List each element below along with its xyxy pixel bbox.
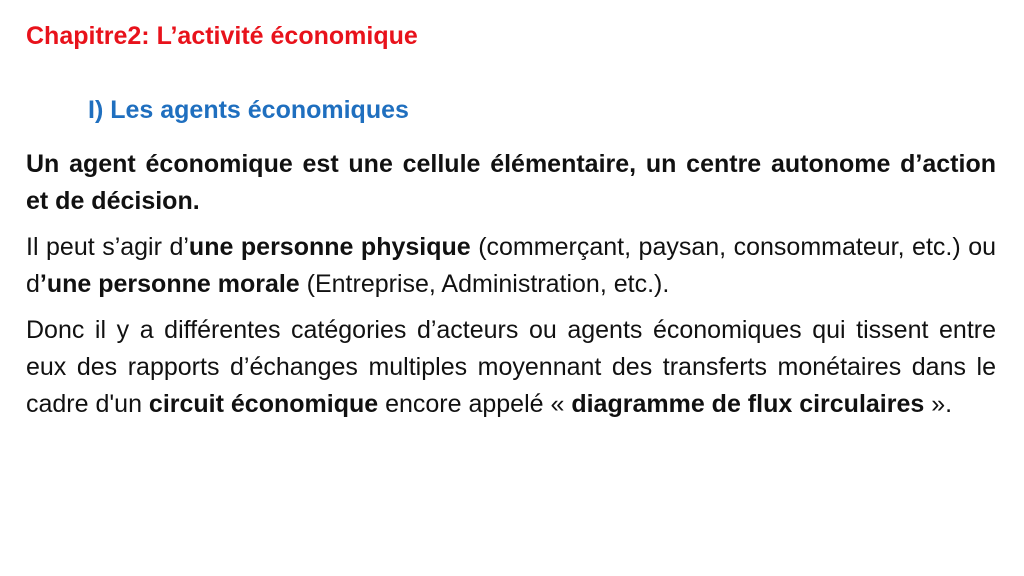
agent-types-text-3: (Entreprise, Administration, etc.). (299, 270, 670, 298)
circuit-text-2: encore appelé « (378, 390, 572, 418)
circular-flow-diagram-term: diagramme de flux circulaires (571, 390, 925, 418)
economic-circuit-term: circuit économique (148, 390, 379, 418)
physical-person-term: une personne physique (188, 233, 471, 261)
chapter-title: Chapitre2: L’activité économique (26, 22, 418, 50)
section-title: I) Les agents économiques (88, 96, 409, 124)
circuit-paragraph (26, 312, 996, 423)
definition-paragraph: Un agent économique est une cellule élémentaire, un centre autonome d’action et de décision. (26, 150, 996, 215)
slide-body (26, 146, 996, 432)
agent-types-text-2: (commerçant, paysan, consommateur, etc.) ou d (26, 233, 996, 298)
legal-person-term: ’une personne morale (39, 270, 300, 298)
circuit-text-1: Donc il y a différentes catégories d’acteurs ou agents économiques qui tissent entre eux des rapports d’échanges multiples moyennant des transferts monétaires dans le cadre d'un (26, 316, 996, 418)
circuit-text-3: ». (924, 390, 953, 418)
agent-types-text-1: Il peut s’agir d’ (26, 233, 189, 261)
agent-types-paragraph (26, 229, 996, 303)
